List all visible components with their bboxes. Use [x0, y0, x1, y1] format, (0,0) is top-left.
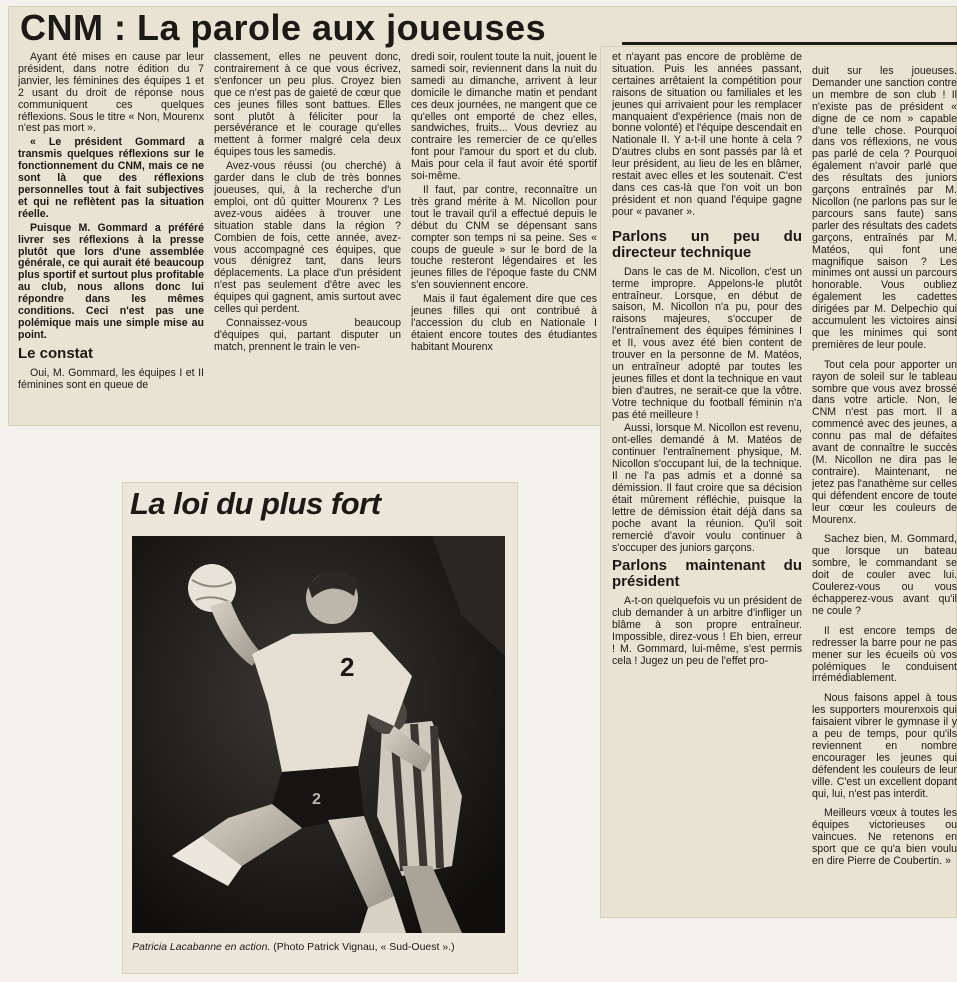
- paragraph: Aussi, lorsque M. Nicollon est revenu, ont-elles demandé à M. Matéos de continuer l'entraînement physique, M. Nicollon s'occupant lui, de la technique. Il ne l'a pas admis et a donné sa démission. Il faut croire que sa décision était mûrement réfléchie, puisque la lettre de démission était déjà dans sa poche avant la réunion. Qu'il soit remercié d'avoir voulu continuer à s'occuper des juniors garçons.: [612, 422, 802, 554]
- paragraph: et n'ayant pas encore de problème de situation. Puis les années passant, certaines arrêtaient la compétition pour raisons de situation ou familiales et les jeunes qui arrivaient pour les remplacer manquaient d'expérience (mais non de bonne volonté) et l'équipe descendait en Nationale II. Y a-t-il une honte à cela ? D'autres clubs en sont passés par là et leur président, au lieu de les en blâmer, restait avec elles et les soutenait. C'est dans ces cas-là que l'on voit un bon président et non quand l'équipe gagne pour « pavaner ».: [612, 52, 802, 218]
- paragraph: dredi soir, roulent toute la nuit, jouent le samedi soir, reviennent dans la nuit du samedi au dimanche, arrivent à leur domicile le dimanche matin et pendant ces deux journées, ne mangent que ce qu'elles ont emporté de chez elles, sandwiches, fruits... Vous devriez au contraire les remercier de ce qu'elles font pour l'amour du sport et du club. Mais pour cela il faut avoir été sportif soi-même.: [411, 52, 597, 183]
- headline-rule: [622, 42, 957, 45]
- paragraph: Ayant été mises en cause par leur président, dans notre édition du 7 janvier, les féminines des équipes 1 et 2 usant du droit de réponse nous communiquent ces quelques réflexions. Sous le titre « Non, Mourenx n'est pas mort ».: [18, 52, 204, 135]
- paragraph-bold: « Le président Gommard a transmis quelques réflexions sur le fonctionnement du CNM, mais ce ne sont là que des réflexions personnelles tout à fait subjectives et qui ne reflètent pas la situation réelle.: [18, 136, 204, 220]
- paragraph: Oui, M. Gommard, les équipes I et II féminines sont en queue de: [18, 366, 204, 391]
- paragraph: Mais il faut également dire que ces jeunes filles qui ont contribué à l'accession du club en Nationale I étaient encore toutes des étudiantes habitant Mourenx: [411, 293, 597, 353]
- shorts-number: 2: [312, 791, 321, 808]
- column-4: [612, 52, 802, 892]
- paragraph: classement, elles ne peuvent donc, contrairement à ce que vous écrivez, s'enfoncer un peu plus. Croyez bien que ce n'est pas de gaieté de cœur que ces jeunes filles sont battues. Elles sont plutôt à féliciter pour la persévérance et le courage qu'elles mettent à former malgré cela deux équipes tous les samedis.: [214, 52, 401, 159]
- paragraph: Meilleurs vœux à toutes les équipes victorieuses ou vaincues. Ne retenons en sport que ce qu'a bien voulu en dire Pierre de Coubertin. »: [812, 807, 957, 868]
- player-photo-illustration: [132, 536, 505, 933]
- column-3: [411, 52, 597, 424]
- section-heading-constat: Le constat: [18, 344, 94, 362]
- column-2: [214, 52, 401, 424]
- section-heading-directeur: Parlons un peu du directeur technique: [612, 227, 802, 261]
- paragraph: A-t-on quelquefois vu un président de club demander à un arbitre d'infliger un blâme à son propre entraîneur. Impossible, direz-vous ! Eh bien, erreur ! M. Gommard, lui-même, s'est permis cela ! Jugez un peu de l'effet pro-: [612, 595, 802, 667]
- headline: CNM : La parole aux joueuses: [20, 7, 547, 48]
- paragraph: Avez-vous réussi (ou cherché) à garder dans le club de très bonnes joueuses, qui, à la recherche d'un emploi, ont dû quitter Mourenx ? Les avez-vous aidées à trouver une situation stable dans la région ? Combien de fois, cette année, avez-vous accompagné ces équipes, que vous dénigrez tant, dans leurs déplacements. La place d'un président n'est pas seulement d'être avec les équipes qui gagnent, amis surtout avec celles qui perdent.: [214, 160, 401, 316]
- paragraph: Dans le cas de M. Nicollon, c'est un terme impropre. Appelons-le plutôt entraîneur. Lorsque, en début de saison, M. Nicollon n'a pu, pour des raisons majeures, s'occuper de l'entraînement des équipes féminines I et II, vous avez été bien content de trouver en la personne de M. Matéos, un entraîneur adopté par toutes les jeunes filles et dont la technique en vaut bien d'autres, ne serait-ce que la vôtre. Votre technique du football féminin n'a pas été meilleure !: [612, 265, 802, 421]
- paragraph: Tout cela pour apporter un rayon de soleil sur le tableau sombre que vous avez brossé dans votre article. Non, le CNM n'est pas mort. Il a commencé avec des jeunes, a connu pas mal de défaites avant de connaître le succès (M. Nicollon ne dira pas le contraire). Maintenant, ne jetez pas l'anathème sur celles qui défendent encore de toute leur cœur les couleurs de Mourenx.: [812, 358, 957, 526]
- column-1: [18, 52, 204, 424]
- paragraph-bold: Puisque M. Gommard a préféré livrer ses réflexions à la presse plutôt que lors d'une assemblée générale, ce qui aurait été beaucoup plus sportif et surtout plus profitable au club, nous allons donc lui répondre dans les mêmes conditions. Ceci n'est pas une polémique mais une simple mise au point.: [18, 221, 204, 341]
- column-5: [812, 66, 957, 916]
- paragraph: Il faut, par contre, reconnaître un très grand mérite à M. Nicollon pour tout le travail qu'il a effectué depuis le début du CNM se dépensant sans compter son temps ni sa peine. Ses « coups de gueule » sur le bord de la touche resteront légendaires et les jeunes filles de l'époque faste du CNM s'en souviennent encore.: [411, 183, 597, 292]
- photo-caption: [132, 941, 505, 953]
- caption-name: Patricia Lacabanne en action.: [132, 941, 271, 953]
- jersey-number: 2: [340, 652, 355, 682]
- photo-headline: La loi du plus fort: [130, 486, 381, 521]
- paragraph: Sachez bien, M. Gommard, que lorsque un bateau sombre, le commandant se doit de couler avec lui. Coulerez-vous ou vous échapperez-vous avant qu'il ne coule ?: [812, 533, 957, 617]
- paragraph: Connaissez-vous beaucoup d'équipes qui, partant disputer un match, prennent le train le ven-: [214, 316, 401, 353]
- paragraph: duit sur les joueuses. Demander une sanction contre un membre de son club ! Il n'existe pas de président « digne de ce nom » capable d'une telle chose. Pourquoi dans vos réflexions, ne vous pas parlé de cela ? Pourquoi également n'avoir parlé que des résultats des juniors garçons entraînés par M. Nicollon (ne parlons pas sur le parcours sans faute) sans parler des résultats des cadets garçons, entraînés par M. Matéos, qui font une magnifique saison ? Les minimes ont aussi un parcours honorable. Vous oubliez également les cadettes dirigées par M. Delpechio qui accumulent les victoires ainsi que les minimes qui sont premières de leur poule.: [812, 66, 957, 351]
- handball-photo: [132, 536, 505, 933]
- section-heading-president: Parlons maintenant du président: [612, 557, 802, 591]
- paragraph: Nous faisons appel à tous les supporters mourenxois qui faisaient vibrer le gymnase il y a peu de temps, pour qu'ils reviennent en nombre encourager les jeunes qui défendent les couleurs de leur ville. C'est un excellent dopant qui, lui, n'est pas interdit.: [812, 692, 957, 800]
- paragraph: Il est encore temps de redresser la barre pour ne pas mener sur les écueils où vos polémiques le conduisent irrémédiablement.: [812, 624, 957, 685]
- caption-credit: (Photo Patrick Vignau, « Sud-Ouest ».): [273, 941, 455, 953]
